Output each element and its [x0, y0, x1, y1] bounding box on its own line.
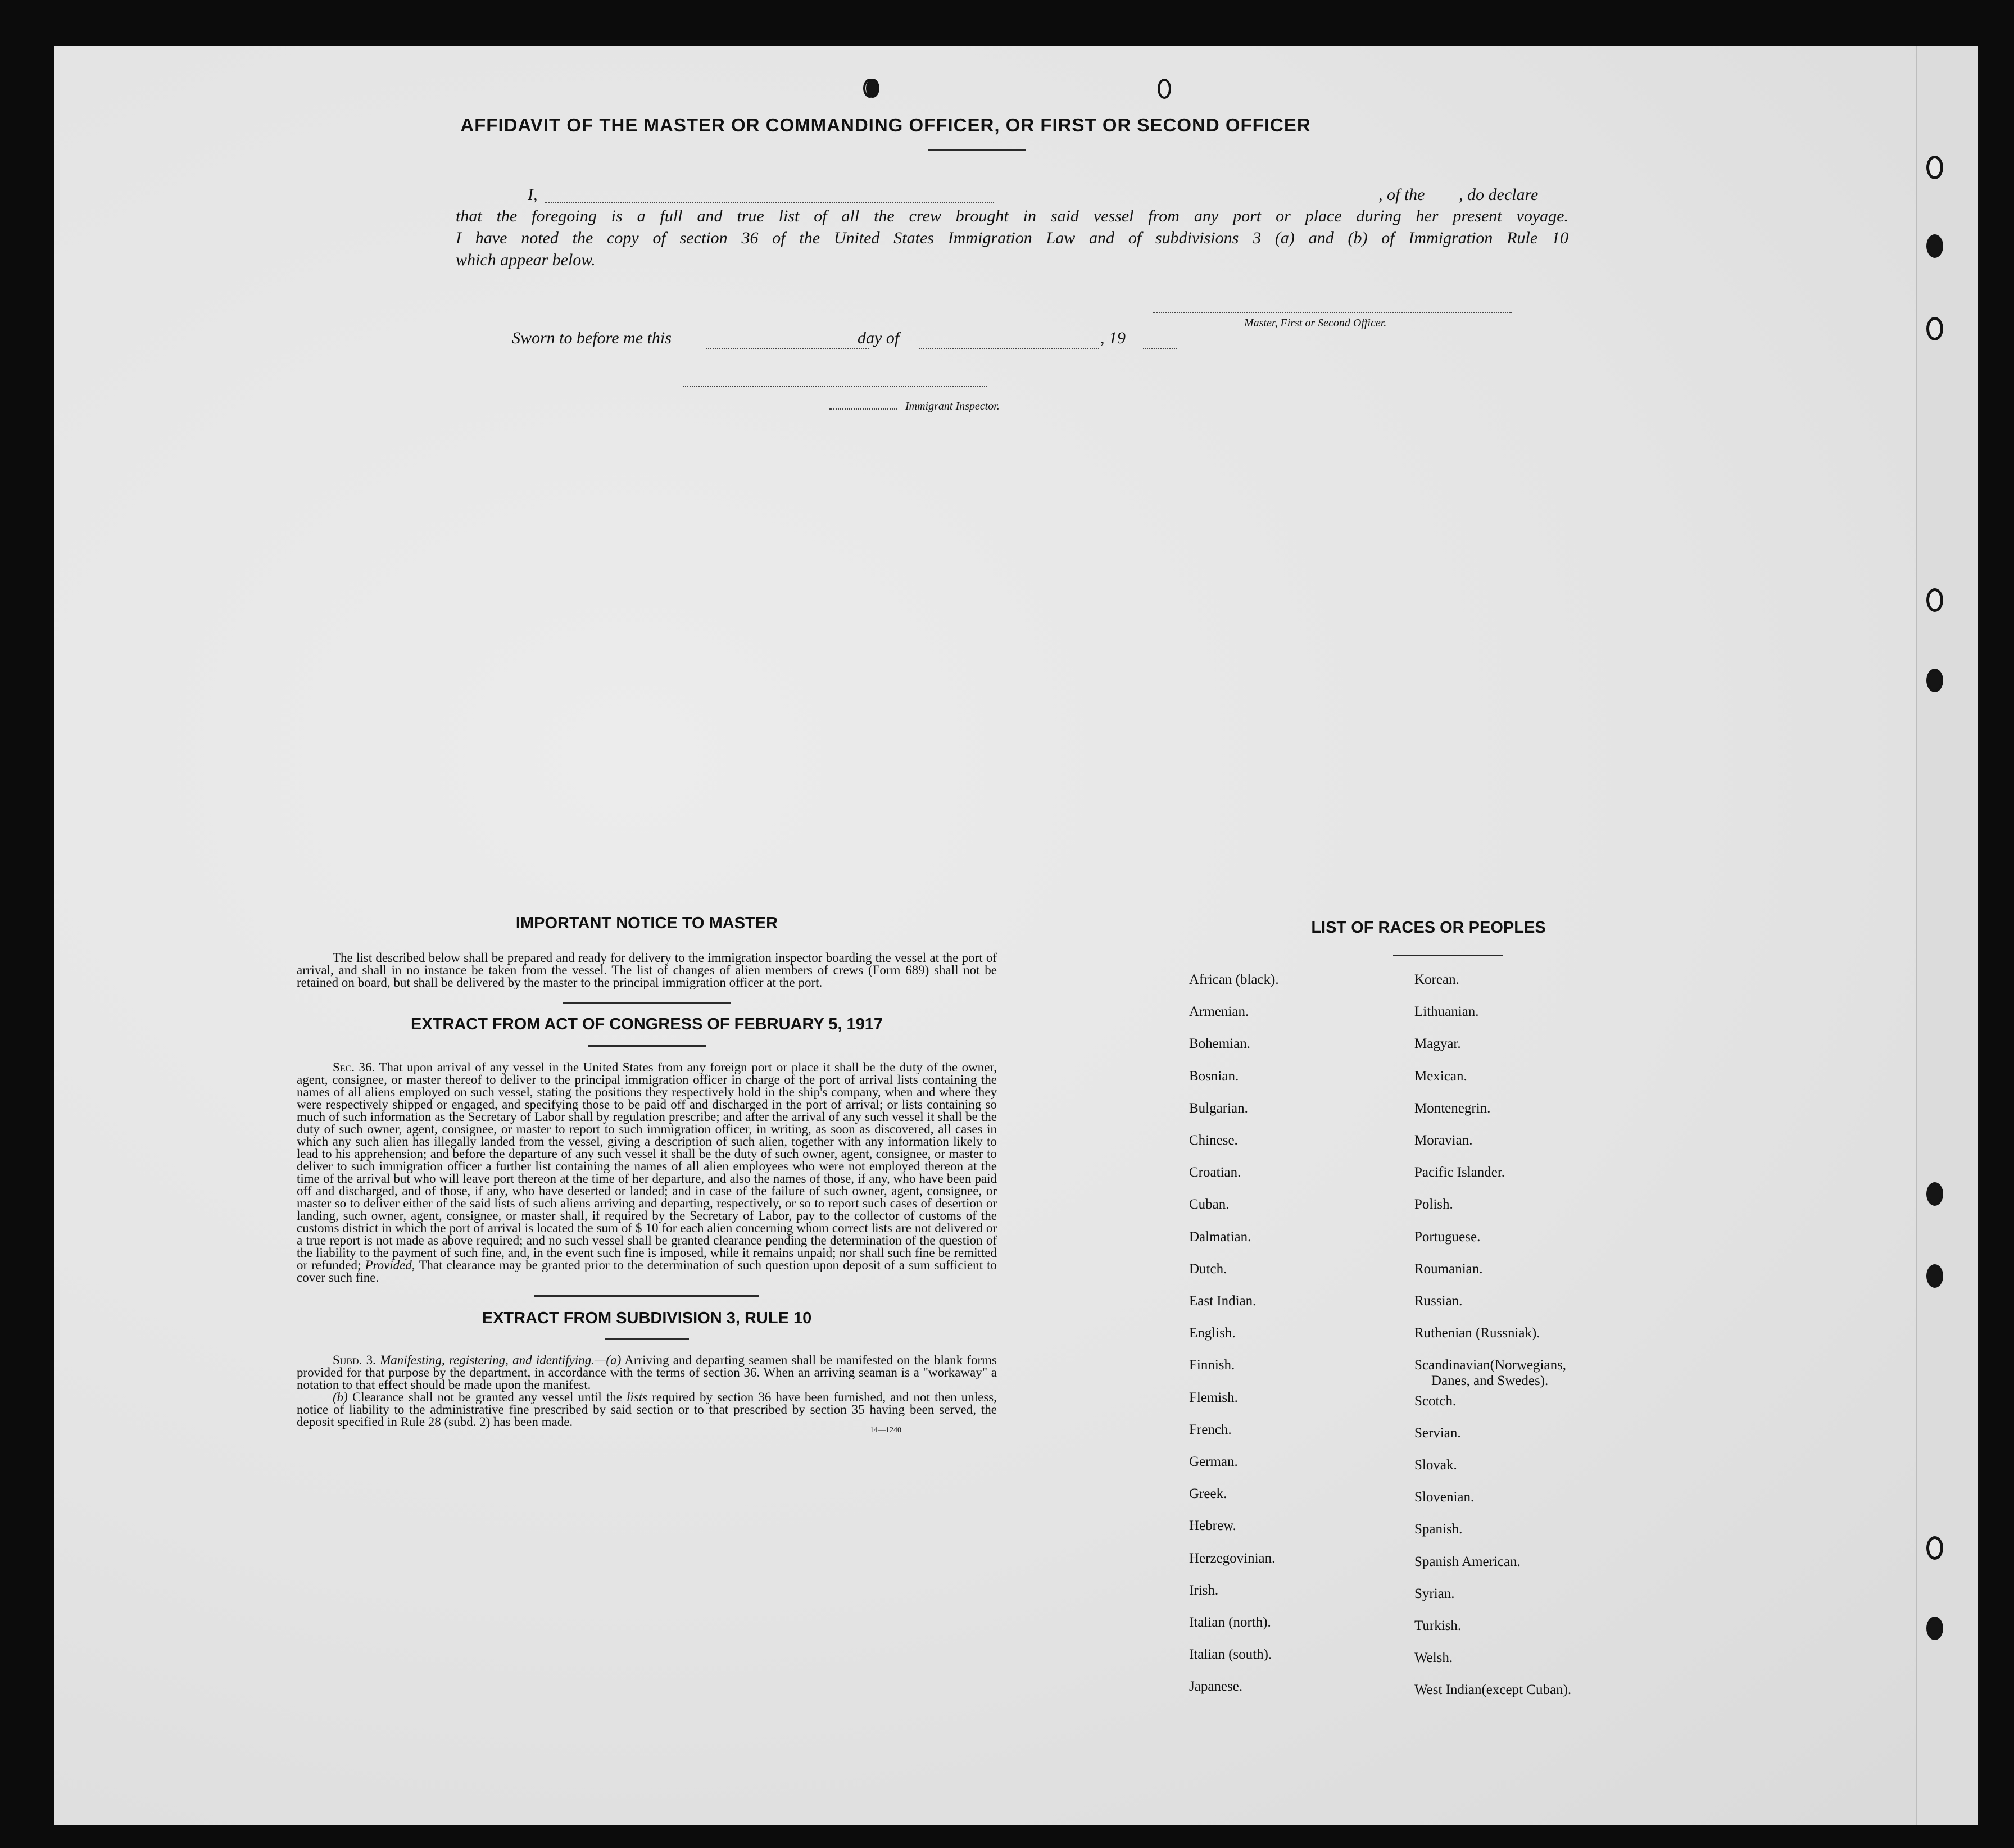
rule-title: EXTRACT FROM SUBDIVISION 3, RULE 10	[482, 1309, 812, 1327]
punch-hole	[1926, 234, 1943, 258]
divider	[534, 1295, 759, 1297]
inspector-caption: Immigrant Inspector.	[905, 400, 1000, 412]
race-item: Armenian.	[1189, 1004, 1249, 1020]
master-signature-line[interactable]	[1153, 312, 1512, 313]
race-item: German.	[1189, 1454, 1238, 1469]
punch-hole	[1158, 79, 1171, 99]
sworn-year-blank[interactable]	[1143, 348, 1177, 349]
race-item: Italian (south).	[1189, 1647, 1272, 1663]
subdivision-title: Manifesting, registering, and identifying.—(a)	[380, 1353, 622, 1367]
rule-body-a: Arriving and departing seamen shall be manifested on the blank forms provided for that purpose by the department, in accordance with the terms of section 36. When an arriving seaman is a "workaway" a notation to that effect should be made upon the manifest.	[297, 1353, 997, 1392]
declaration-line-1b	[456, 183, 1568, 207]
race-item: East Indian.	[1189, 1293, 1257, 1309]
master-caption: Master, First or Second Officer.	[1244, 317, 1387, 329]
race-item: Bulgarian.	[1189, 1100, 1248, 1116]
notice-text: The list described below shall be prepared and ready for delivery to the immigration inspector boarding the vessel at the port of arrival, and shall in no instance be taken from the vessel. The list of changes of alien members of crews (Form 689) shall not be retained on board, but shall be delivered by the master to the principal immigration officer at the port.	[297, 951, 997, 989]
race-item: Moravian.	[1414, 1133, 1473, 1148]
race-item: Herzegovinian.	[1189, 1550, 1276, 1566]
race-item: Syrian.	[1414, 1586, 1455, 1601]
year-label: , 19	[1100, 329, 1126, 347]
race-item: African (black).	[1189, 972, 1279, 987]
race-item: Danes, and Swedes).	[1431, 1373, 1549, 1389]
race-item: Hebrew.	[1189, 1518, 1236, 1534]
act-body-end: That clearance may be granted prior to the determination of such question upon deposit of a sum sufficient to cover such fine.	[297, 1258, 997, 1284]
punch-hole	[1926, 1264, 1943, 1288]
inspector-signature-line[interactable]	[683, 386, 987, 387]
notice-column	[297, 914, 997, 1435]
race-item: Scandinavian(Norwegians,	[1414, 1357, 1567, 1373]
race-item: Croatian.	[1189, 1165, 1241, 1180]
sworn-month-blank[interactable]	[919, 348, 1099, 349]
form-number: 14—1240	[870, 1426, 901, 1434]
section-label: Sec. 36.	[333, 1060, 375, 1074]
divider	[928, 149, 1026, 151]
race-item: Spanish American.	[1414, 1554, 1521, 1569]
race-item: West Indian(except Cuban).	[1414, 1682, 1572, 1698]
act-title: EXTRACT FROM ACT OF CONGRESS OF FEBRUARY 5, 1917	[410, 1015, 883, 1033]
race-item: Bohemian.	[1189, 1036, 1251, 1052]
act-body: That upon arrival of any vessel in the United States from any foreign port or place it shall be the duty of the owner, agent, consignee, or master thereof to deliver to the principal immigration officer in charge of the port of arrival lists containing the names of all aliens employed on such vessel, stating the positions they respectively hold in the ship's company, when and where they were respectively shipped or engaged, and specifying those to be paid off and discharged in the port of arrival; or lists containing so much of such information as the Secretary of Labor shall by regulation prescribe; and after the arrival of any such vessel it shall be the duty of such owner, agent, consignee, or master to report to such immigration officer, in writing, as soon as discovered, all cases in which any such alien has illegally landed from the vessel, giving a description of such alien, together with any information likely to lead to his apprehension; and before the departure of any such vessel it shall be the duty of such owner, agent, consignee, or master to deliver to such immigration officer a further list containing the names of all alien employees who were not employed thereon at the time of the arrival but who will leave port thereon at the time of her departure, and also the names of those, if any, who have been paid off and discharged, and of those, if any, who have deserted or landed; and in case of the failure of such owner, agent, consignee, or master so to deliver either of the said lists of such aliens arriving and departing, respectively, or so to report such cases of desertion or landing, such owner, agent, consignee, or master shall, if required by the Secretary of Labor, pay to the collector of customs of the customs district in which the port of arrival is located the sum of $ 10 for each alien concerning whom correct lists are not delivered or a true report is not made as above required; and no such vessel shall be granted clearance pending the determination of the question of the liability to the payment of such fine, and, in the event such fine is imposed, while it remains unpaid; nor shall such fine be remitted or refunded;	[297, 1060, 997, 1272]
race-item: Pacific Islander.	[1414, 1165, 1505, 1180]
race-item: Cuban.	[1189, 1197, 1230, 1213]
form-page	[54, 46, 1978, 1825]
race-item: Korean.	[1414, 972, 1459, 987]
page-edge	[1916, 46, 1978, 1825]
race-item: Scotch.	[1414, 1393, 1457, 1409]
race-item: Lithuanian.	[1414, 1004, 1479, 1020]
punch-hole	[866, 79, 879, 98]
race-item: Finnish.	[1189, 1357, 1235, 1373]
divider	[1393, 955, 1503, 956]
race-item: Chinese.	[1189, 1133, 1238, 1148]
race-item: Dalmatian.	[1189, 1229, 1251, 1245]
lists-word: lists	[627, 1390, 648, 1404]
rule-text-a	[297, 1354, 997, 1391]
race-item: Russian.	[1414, 1293, 1463, 1309]
subdivision-label: Subd. 3.	[333, 1353, 376, 1367]
sworn-day-blank[interactable]	[706, 348, 869, 349]
punch-hole	[1926, 1617, 1943, 1640]
races-title: LIST OF RACES OR PEOPLES	[1311, 919, 1546, 937]
race-item: English.	[1189, 1325, 1236, 1341]
race-item: French.	[1189, 1422, 1232, 1437]
race-item: Montenegrin.	[1414, 1100, 1491, 1116]
vessel-label: , of the	[1378, 185, 1425, 204]
race-item: Slovenian.	[1414, 1490, 1475, 1505]
race-item: Irish.	[1189, 1582, 1219, 1598]
race-item: Roumanian.	[1414, 1261, 1483, 1277]
race-item: Bosnian.	[1189, 1068, 1239, 1084]
punch-hole	[1926, 156, 1943, 179]
race-item: Portuguese.	[1414, 1229, 1481, 1245]
race-item: Italian (north).	[1189, 1615, 1271, 1630]
race-item: Turkish.	[1414, 1618, 1462, 1633]
rule-text-b	[297, 1391, 997, 1428]
day-of-label: day of	[858, 329, 900, 347]
race-item: Flemish.	[1189, 1390, 1238, 1405]
punch-hole	[1926, 317, 1943, 340]
rule-body-b1: Clearance shall not be granted any vessel until the	[352, 1390, 622, 1404]
race-item: Servian.	[1414, 1425, 1461, 1441]
divider	[605, 1338, 689, 1340]
punch-hole	[1926, 588, 1943, 612]
declarant-label: I,	[528, 185, 538, 204]
declaration-line-2: that the foregoing is a full and true list of all the crew brought in said vessel from any port or place during her present voyage.	[456, 207, 1568, 225]
sworn-label: Sworn to before me this	[512, 329, 672, 347]
punch-hole	[1926, 1182, 1943, 1206]
declaration-line-4: which appear below.	[456, 251, 596, 269]
race-item: Slovak.	[1414, 1457, 1457, 1473]
race-item: Magyar.	[1414, 1036, 1461, 1052]
race-item: Greek.	[1189, 1486, 1227, 1502]
do-declare-label: , do declare	[1459, 185, 1539, 204]
rule-body-b2: required by section 36 have been furnished, and not then unless, notice of liability to the administrative fine prescribed by said section or to that prescribed by section 35 having been served, the deposit specified in Rule 28 (subd. 2) has been made.	[297, 1390, 997, 1429]
race-item: Spanish.	[1414, 1522, 1463, 1537]
race-item: Dutch.	[1189, 1261, 1227, 1277]
divider	[563, 1002, 731, 1004]
act-text	[297, 1061, 997, 1284]
notice-title: IMPORTANT NOTICE TO MASTER	[515, 914, 778, 932]
race-item: Polish.	[1414, 1197, 1453, 1213]
affidavit-title: AFFIDAVIT OF THE MASTER OR COMMANDING OFFICER, OR FIRST OR SECOND OFFICER	[460, 115, 1311, 135]
declaration-line-3: I have noted the copy of section 36 of the United States Immigration Law and of subdivisions 3 (a) and (b) of Immigration Rule 10	[456, 229, 1568, 247]
race-item: Welsh.	[1414, 1650, 1453, 1666]
race-item: Japanese.	[1189, 1679, 1243, 1695]
divider	[588, 1045, 706, 1047]
punch-hole	[1926, 669, 1943, 692]
punch-hole	[1926, 1536, 1943, 1560]
provided-word: Provided,	[365, 1258, 415, 1272]
clause-b-label: (b)	[333, 1390, 348, 1404]
race-item: Ruthenian (Russniak).	[1414, 1325, 1540, 1341]
race-item: Mexican.	[1414, 1068, 1467, 1084]
